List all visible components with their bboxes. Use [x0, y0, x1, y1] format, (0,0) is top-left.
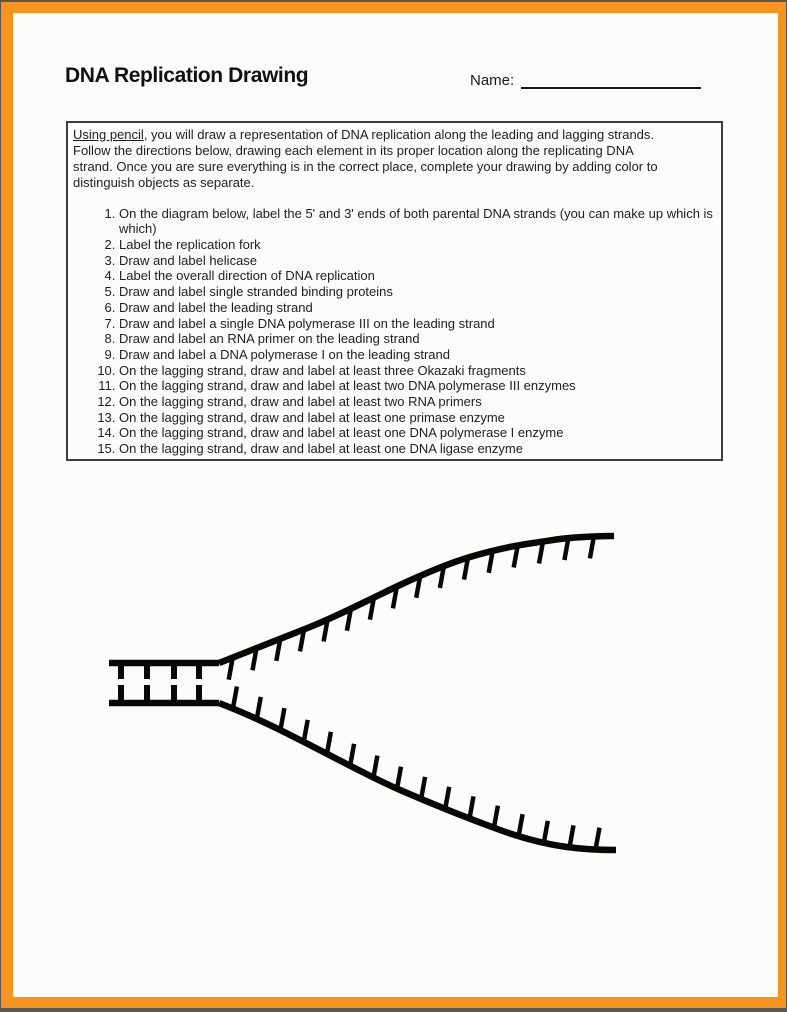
intro-line: Using pencil, you will draw a representation of DNA replication along the leading and lagging strands.: [73, 127, 655, 142]
instructions-box: [66, 121, 723, 461]
name-blank-line: [521, 73, 701, 89]
instruction-step: 13. On the lagging strand, draw and label at least one primase enzyme: [119, 410, 713, 426]
instruction-step: 5. Draw and label single stranded binding proteins: [119, 284, 713, 300]
instruction-step: 1. On the diagram below, label the 5' and 3' ends of both parental DNA strands (you can make up which is which): [119, 206, 713, 237]
name-label: Name:: [470, 72, 515, 89]
instruction-step: 4. Label the overall direction of DNA replication: [119, 268, 713, 284]
intro-line: Follow the directions below, drawing each element in its proper location along the replicating DNA: [73, 142, 634, 158]
instruction-steps-list: [73, 206, 713, 457]
intro-line: strand. Once you are sure everything is in the correct place, complete your drawing by adding color to: [73, 158, 658, 174]
name-field-group: [470, 72, 701, 89]
instruction-step: 6. Draw and label the leading strand: [119, 300, 713, 316]
instruction-step: 9. Draw and label a DNA polymerase I on the leading strand: [119, 347, 713, 363]
underlined-phrase: Using pencil: [73, 127, 144, 142]
intro-paragraph: [73, 127, 713, 191]
instruction-step: 10. On the lagging strand, draw and label at least three Okazaki fragments: [119, 363, 713, 379]
intro-line: distinguish objects as separate.: [73, 174, 255, 190]
page-title: DNA Replication Drawing: [65, 64, 309, 87]
instruction-step: 11. On the lagging strand, draw and label at least two DNA polymerase III enzymes: [119, 378, 713, 394]
instruction-step: 2. Label the replication fork: [119, 237, 713, 253]
instruction-step: 7. Draw and label a single DNA polymerase III on the leading strand: [119, 316, 713, 332]
instruction-step: 3. Draw and label helicase: [119, 253, 713, 269]
instruction-step: 15. On the lagging strand, draw and label at least one DNA ligase enzyme: [119, 441, 713, 457]
instruction-step: 14. On the lagging strand, draw and label at least one DNA polymerase I enzyme: [119, 425, 713, 441]
instruction-step: 12. On the lagging strand, draw and label at least two RNA primers: [119, 394, 713, 410]
instruction-step: 8. Draw and label an RNA primer on the leading strand: [119, 331, 713, 347]
